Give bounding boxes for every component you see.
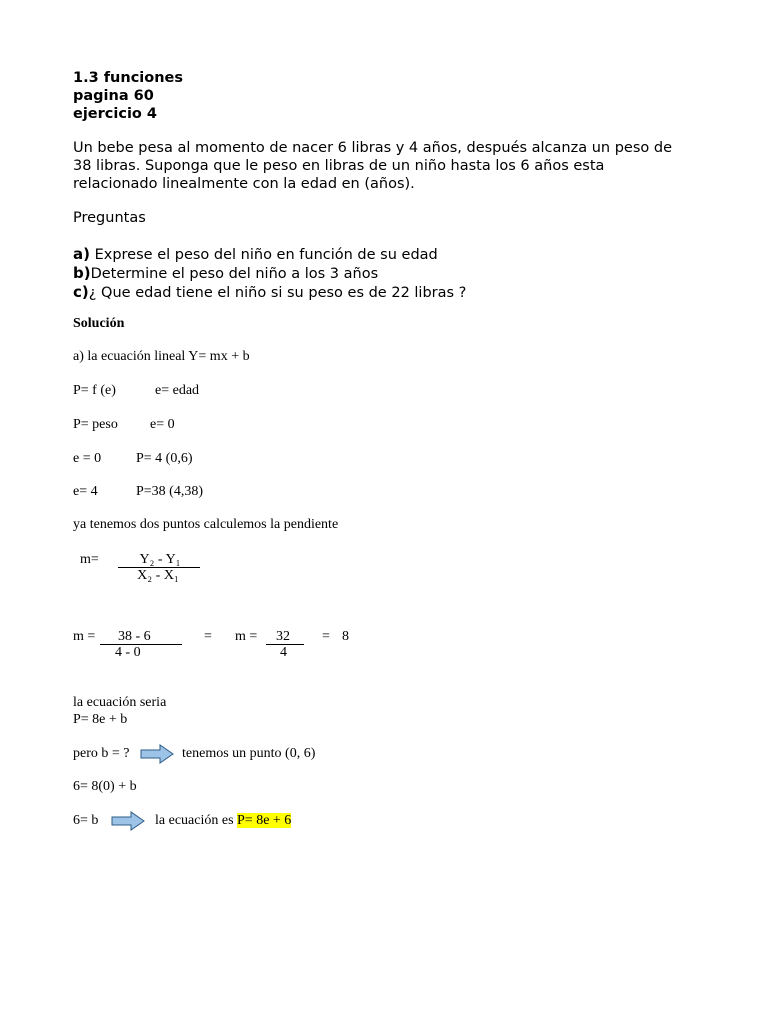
question-c: c)¿ Que edad tiene el niño si su peso es de 22 libras ? xyxy=(73,283,467,301)
slope-denominator: X₂ - X₁ xyxy=(137,568,179,583)
exercise-header xyxy=(73,69,183,123)
p-definition: P= f (e) xyxy=(73,383,116,398)
equation-intro: la ecuación seria xyxy=(73,695,167,710)
exercise-number: ejercicio 4 xyxy=(73,106,158,122)
point1-e: e = 0 xyxy=(73,451,102,466)
m2-label: m = xyxy=(73,629,96,644)
questions-list xyxy=(73,245,466,302)
point2-e: e= 4 xyxy=(73,484,98,499)
m-label: m= xyxy=(80,552,99,567)
b-value: 6= b xyxy=(73,813,99,828)
question-b: b)Determine el peso del niño a los 3 años xyxy=(73,264,379,282)
known-point: tenemos un punto (0, 6) xyxy=(182,746,316,761)
point1-p: P= 4 (0,6) xyxy=(136,451,193,466)
reduced-denominator: 4 xyxy=(280,645,287,660)
partial-equation: P= 8e + b xyxy=(73,712,128,727)
section-title: 1.3 funciones xyxy=(73,70,184,86)
equals-sign: = xyxy=(322,629,330,644)
peso-definition: P= peso xyxy=(73,417,118,432)
page-reference: pagina 60 xyxy=(73,88,154,104)
numeric-denominator: 4 - 0 xyxy=(115,645,141,660)
m3-label: m = xyxy=(235,629,258,644)
problem-statement: Un bebe pesa al momento de nacer 6 libras y 4 años, después alcanza un peso de 38 libras. Suponga que le peso en libras de un niño hasta los 6 años esta relacionado linealmente con la edad en (años). xyxy=(73,140,672,192)
slope-intro: ya tenemos dos puntos calculemos la pendiente xyxy=(73,517,339,532)
equals-sign: = xyxy=(204,629,212,644)
unknown-b: pero b = ? xyxy=(73,746,130,761)
fraction-bar xyxy=(100,644,182,645)
questions-title: Preguntas xyxy=(73,210,146,226)
e-zero: e= 0 xyxy=(150,417,175,432)
final-equation-line: la ecuación es P= 8e + 6 xyxy=(155,813,292,828)
question-a: a) Exprese el peso del niño en función de su edad xyxy=(73,245,438,263)
point2-p: P=38 (4,38) xyxy=(136,484,204,499)
substitution: 6= 8(0) + b xyxy=(73,779,137,794)
numeric-numerator: 38 - 6 xyxy=(118,629,151,644)
final-equation-highlight: P= 8e + 6 xyxy=(237,813,292,828)
solution-title: Solución xyxy=(73,316,125,331)
reduced-numerator: 32 xyxy=(276,629,290,644)
right-arrow-icon xyxy=(140,744,174,764)
right-arrow-icon xyxy=(111,811,145,831)
slope-result: 8 xyxy=(342,629,349,644)
e-definition: e= edad xyxy=(155,383,200,398)
slope-numerator: Y₂ - Y₁ xyxy=(139,552,181,567)
linear-equation-line: a) la ecuación lineal Y= mx + b xyxy=(73,349,250,364)
